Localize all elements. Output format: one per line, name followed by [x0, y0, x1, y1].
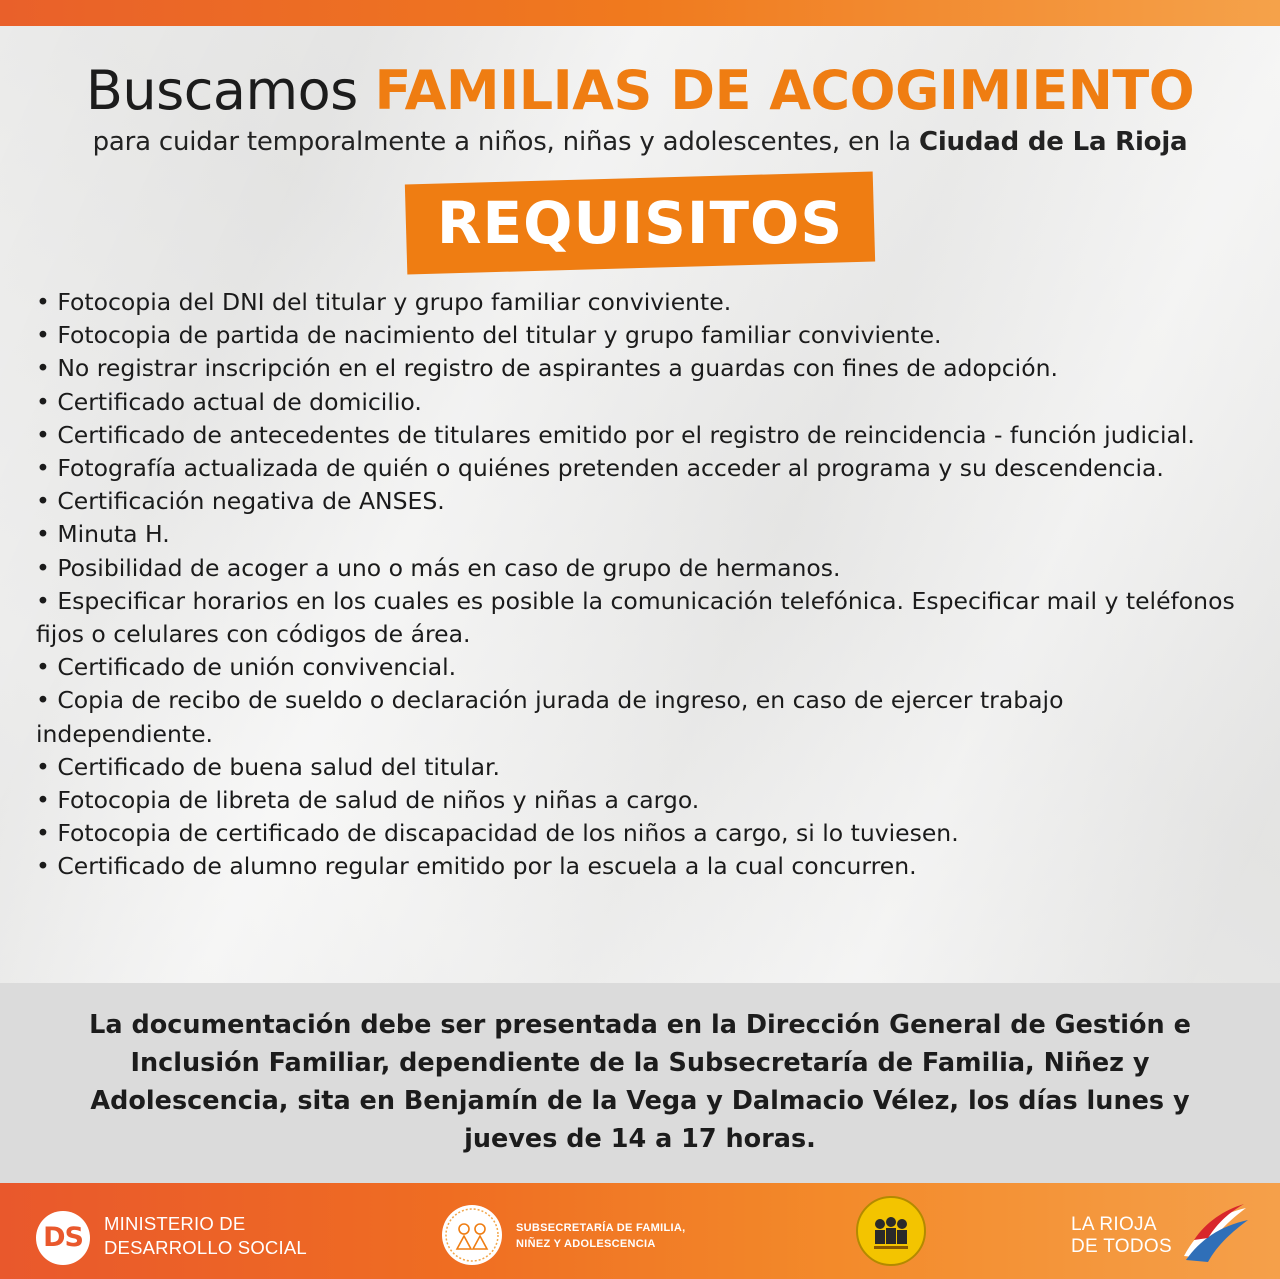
requirement-item: • Posibilidad de acoger a uno o más en caso de grupo de hermanos. — [36, 553, 841, 582]
requirement-item: • Especificar horarios en los cuales es posible la comunicación telefónica. Especificar mail y teléfonos fijos o celulares con códigos de área. — [36, 586, 1235, 649]
subhead-city: Ciudad de La Rioja — [918, 127, 1188, 157]
direccion-general-logo-icon — [856, 1196, 926, 1266]
lrdt-line-1: LA RIOJA — [1071, 1214, 1157, 1235]
headline-lead: Buscamos — [85, 59, 375, 122]
la-rioja-flag-icon — [1178, 1200, 1250, 1264]
requirement-item: • Fotocopia del DNI del titular y grupo familiar conviviente. — [36, 288, 732, 316]
subheadline — [0, 123, 1280, 161]
ds-logo-icon: DS — [36, 1211, 90, 1265]
subhead-lead: para cuidar temporalmente a niños, niñas y adolescentes, en la — [92, 127, 919, 157]
requirement-item: • Fotocopia de partida de nacimiento del titular y grupo familiar conviviente. — [36, 321, 942, 350]
requirement-item: • Fotocopia de libreta de salud de niños y niñas a cargo. — [36, 786, 700, 815]
requirement-item: • Certificado de alumno regular emitido por la escuela a la cual concurren. — [36, 852, 917, 881]
footer-note: La documentación debe ser presentada en la Dirección General de Gestión e Inclusión Familiar, dependiente de la Subsecretaría de Familia, Niñez y Adolescencia, sita en Benjamín de la Vega y Dalmacio Vélez, los días lunes y jueves de 14 a 17 horas. — [89, 1010, 1191, 1154]
requirement-item: • Minuta H. — [36, 520, 170, 549]
ministerio-line-2: DESARROLLO SOCIAL — [104, 1237, 307, 1258]
la-rioja-de-todos-logo-text — [1071, 1214, 1172, 1258]
lrdt-line-2: DE TODOS — [1071, 1236, 1172, 1257]
requirement-item: • Certificado actual de domicilio. — [36, 387, 422, 416]
requirement-item: • Fotografía actualizada de quién o quiénes pretenden acceder al programa y su descendencia. — [36, 454, 1164, 483]
ministerio-line-1: MINISTERIO DE — [104, 1213, 246, 1234]
headline — [0, 58, 1280, 124]
subsecretaria-line-2: NIÑEZ Y ADOLESCENCIA — [516, 1238, 656, 1250]
requirements-list — [36, 286, 1236, 884]
top-orange-bar — [0, 0, 1280, 26]
headline-accent: FAMILIAS DE ACOGIMIENTO — [374, 59, 1195, 122]
requirement-item: • Certificado de buena salud del titular. — [36, 752, 500, 781]
subsecretaria-logo-icon — [442, 1205, 502, 1265]
requisitos-banner-label: REQUISITOS — [436, 189, 844, 257]
requirement-item: • Certificado de unión convivencial. — [36, 653, 457, 682]
requirement-item: • Copia de recibo de sueldo o declaración jurada de ingreso, en caso de ejercer trabajo independiente. — [36, 686, 1064, 748]
subsecretaria-line-1: SUBSECRETARÍA DE FAMILIA, — [516, 1222, 686, 1234]
requirement-item: • Certificado de antecedentes de titulares emitido por el registro de reincidencia - función judicial. — [36, 420, 1195, 449]
ministerio-logo-text — [104, 1212, 307, 1260]
requirement-item: • Certificación negativa de ANSES. — [36, 487, 445, 516]
subsecretaria-logo-text — [516, 1220, 685, 1252]
requirement-item: • Fotocopia de certificado de discapacidad de los niños a cargo, si lo tuviesen. — [36, 819, 959, 848]
requirement-item: • No registrar inscripción en el registro de aspirantes a guardas con fines de adopción. — [36, 354, 1058, 383]
